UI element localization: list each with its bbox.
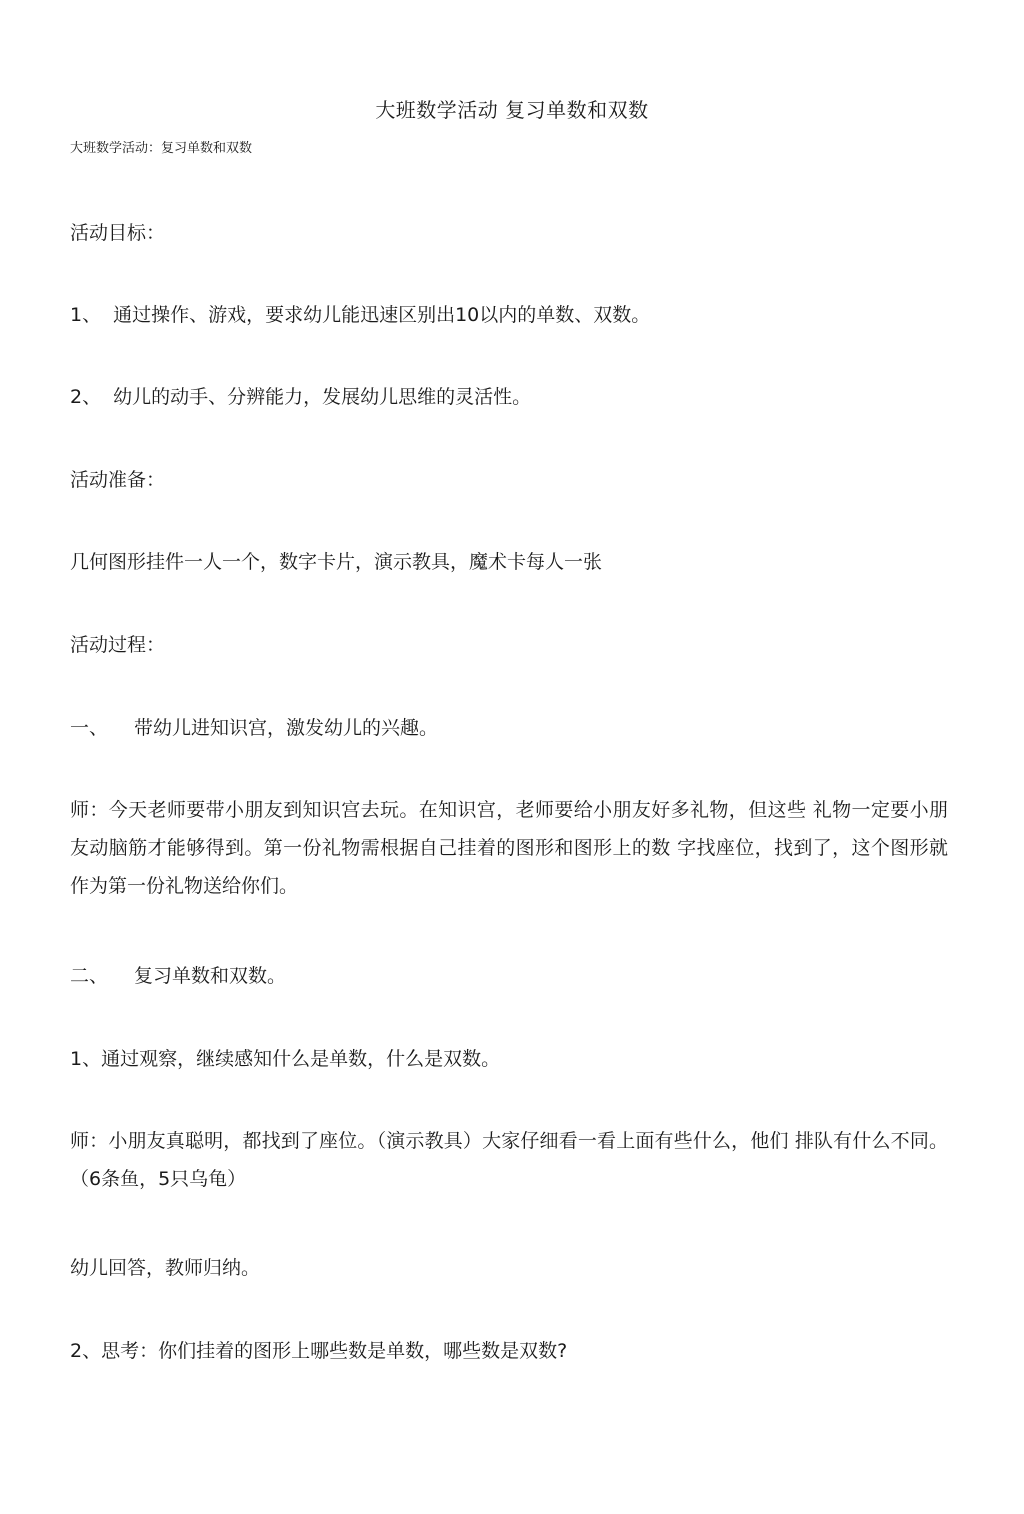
process-heading: 活动过程： <box>70 634 166 656</box>
document-subtitle: 大班数学活动：复习单数和双数 <box>70 141 253 156</box>
step-2-text: 复习单数和双数。 <box>134 965 287 987</box>
prep-heading: 活动准备： <box>70 469 166 491</box>
goal-2 <box>70 384 531 410</box>
goal-1 <box>70 302 650 328</box>
item-1: 1、通过观察，继续感知什么是单数，什么是双数。 <box>70 1048 501 1070</box>
answer-line: 幼儿回答，教师归纳。 <box>70 1257 261 1279</box>
goal-1-number: 1、 <box>70 304 102 326</box>
step-1 <box>70 715 438 741</box>
step-1-text: 带幼儿进知识宫，激发幼儿的兴趣。 <box>134 717 439 739</box>
goals-heading: 活动目标： <box>70 222 166 244</box>
step-2 <box>70 963 286 989</box>
goal-2-text: 幼儿的动手、分辨能力，发展幼儿思维的灵活性。 <box>113 386 532 408</box>
goal-1-text: 通过操作、游戏，要求幼儿能迅速区别出10以内的单数、双数。 <box>113 304 651 326</box>
step-2-number: 二、 <box>70 965 109 987</box>
prep-text: 几何图形挂件一人一个，数字卡片，演示教具，魔术卡每人一张 <box>70 551 603 573</box>
item-2: 2、思考：你们挂着的图形上哪些数是单数，哪些数是双数? <box>70 1340 568 1362</box>
paragraph-2: 师：小朋友真聪明，都找到了座位。（演示教具）大家仔细看一看上面有些什么，他们 排队有什么不同。（6条鱼，5只乌龟） <box>70 1130 948 1190</box>
paragraph-1: 师：今天老师要带小朋友到知识宫去玩。在知识宫，老师要给小朋友好多礼物，但这些 礼物一定要小朋友动脑筋才能够得到。第一份礼物需根据自己挂着的图形和图形上的数 字找座位，找到了，这个图形就作为第一份礼物送给你们。 <box>70 799 948 897</box>
document-title: 大班数学活动 复习单数和双数 <box>375 98 649 122</box>
goal-2-number: 2、 <box>70 386 102 408</box>
step-1-number: 一、 <box>70 717 109 739</box>
